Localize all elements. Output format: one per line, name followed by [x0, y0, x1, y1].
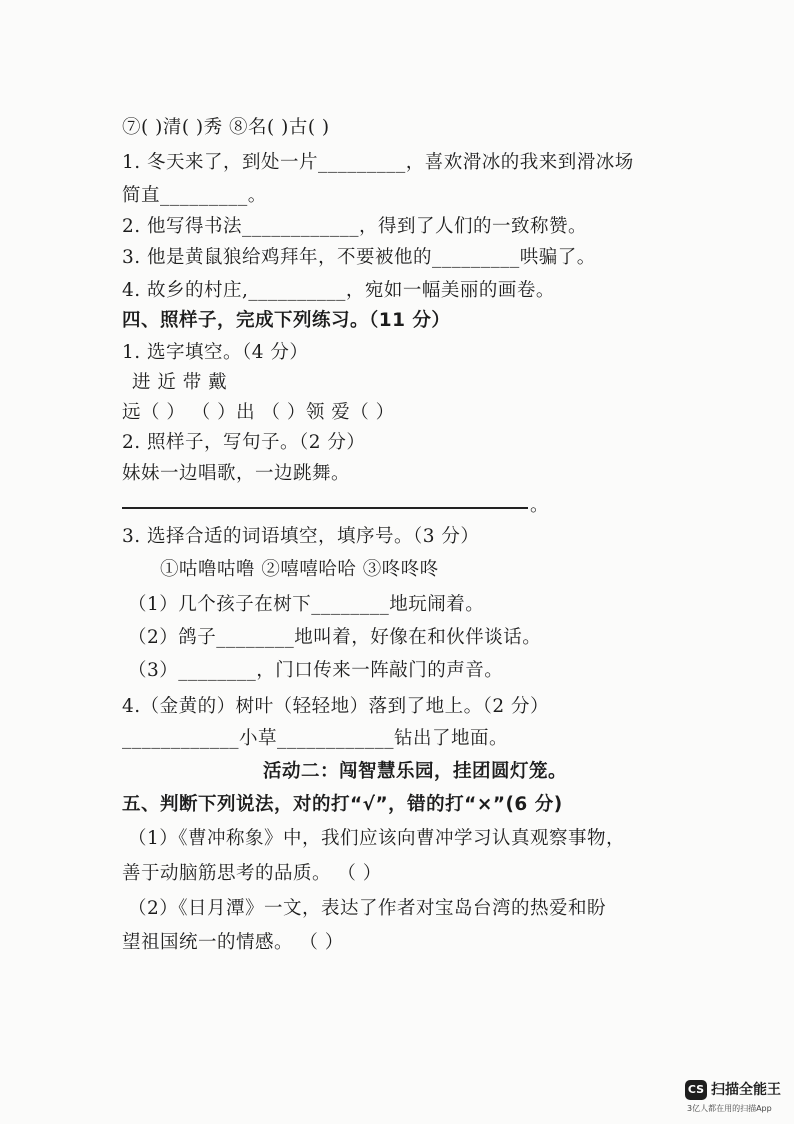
line-q3: 3. 他是黄鼠狼给鸡拜年，不要被他的_________哄骗了。: [122, 247, 596, 268]
line-q1-b: 简直_________。: [122, 185, 267, 206]
answer-line-end: 。: [530, 495, 550, 516]
watermark-subtitle: 3亿人都在用的扫描App: [687, 1104, 772, 1113]
watermark-title: 扫描全能王: [711, 1082, 781, 1098]
line-s4-3: 3. 选择合适的词语填空，填序号。（3 分）: [122, 526, 480, 547]
line-q4: 4. 故乡的村庄,__________，宛如一幅美丽的画卷。: [122, 280, 555, 301]
line-example: 妹妹一边唱歌，一边跳舞。: [122, 463, 351, 484]
line-q1-a: 1. 冬天来了，到处一片_________，喜欢滑冰的我来到滑冰场: [122, 152, 634, 173]
line-q2: 2. 他写得书法____________，得到了人们的一致称赞。: [122, 216, 588, 237]
line-j2-a: （2）《日月潭》一文，表达了作者对宝岛台湾的热爱和盼: [128, 898, 607, 919]
answer-line: [122, 507, 528, 509]
line-j1-b: 善于动脑筋思考的品质。 （ ）: [122, 863, 382, 884]
line-opt-2: （2）鸽子________地叫着，好像在和伙伴谈话。: [128, 627, 542, 648]
line-s4-1: 1. 选字填空。（4 分）: [122, 342, 309, 363]
line-activity: 活动二：闯智慧乐园，挂团圆灯笼。: [263, 761, 568, 782]
camscanner-logo: CS: [685, 1080, 707, 1100]
line-options: ①咕噜咕噜 ②嘻嘻哈哈 ③咚咚咚: [160, 559, 439, 580]
line-fill-chars: 远（ ） （ ）出 （ ）领 爱（ ）: [122, 402, 395, 423]
line-sec4: 四、照样子，完成下列练习。（11 分）: [122, 310, 451, 331]
line-s4-2: 2. 照样子，写句子。（2 分）: [122, 432, 366, 453]
line-top-pairs: ⑦( )清( )秀 ⑧名( )古( ): [122, 117, 330, 138]
line-s4-4: 4.（金黄的）树叶（轻轻地）落到了地上。（2 分）: [122, 696, 550, 717]
line-sec5: 五、判断下列说法，对的打“√”，错的打“×”(6 分): [122, 794, 563, 815]
line-j1-a: （1）《曹冲称象》中，我们应该向曹冲学习认真观察事物，: [128, 828, 626, 849]
line-opt-1: （1）几个孩子在树下________地玩闹着。: [128, 594, 485, 615]
line-opt-3: （3）________，门口传来一阵敲门的声音。: [128, 660, 504, 681]
line-chars: 进 近 带 戴: [132, 372, 228, 393]
line-s4-4-fill: ____________小草____________钻出了地面。: [122, 728, 509, 749]
line-j2-b: 望祖国统一的情感。 （ ）: [122, 932, 344, 953]
